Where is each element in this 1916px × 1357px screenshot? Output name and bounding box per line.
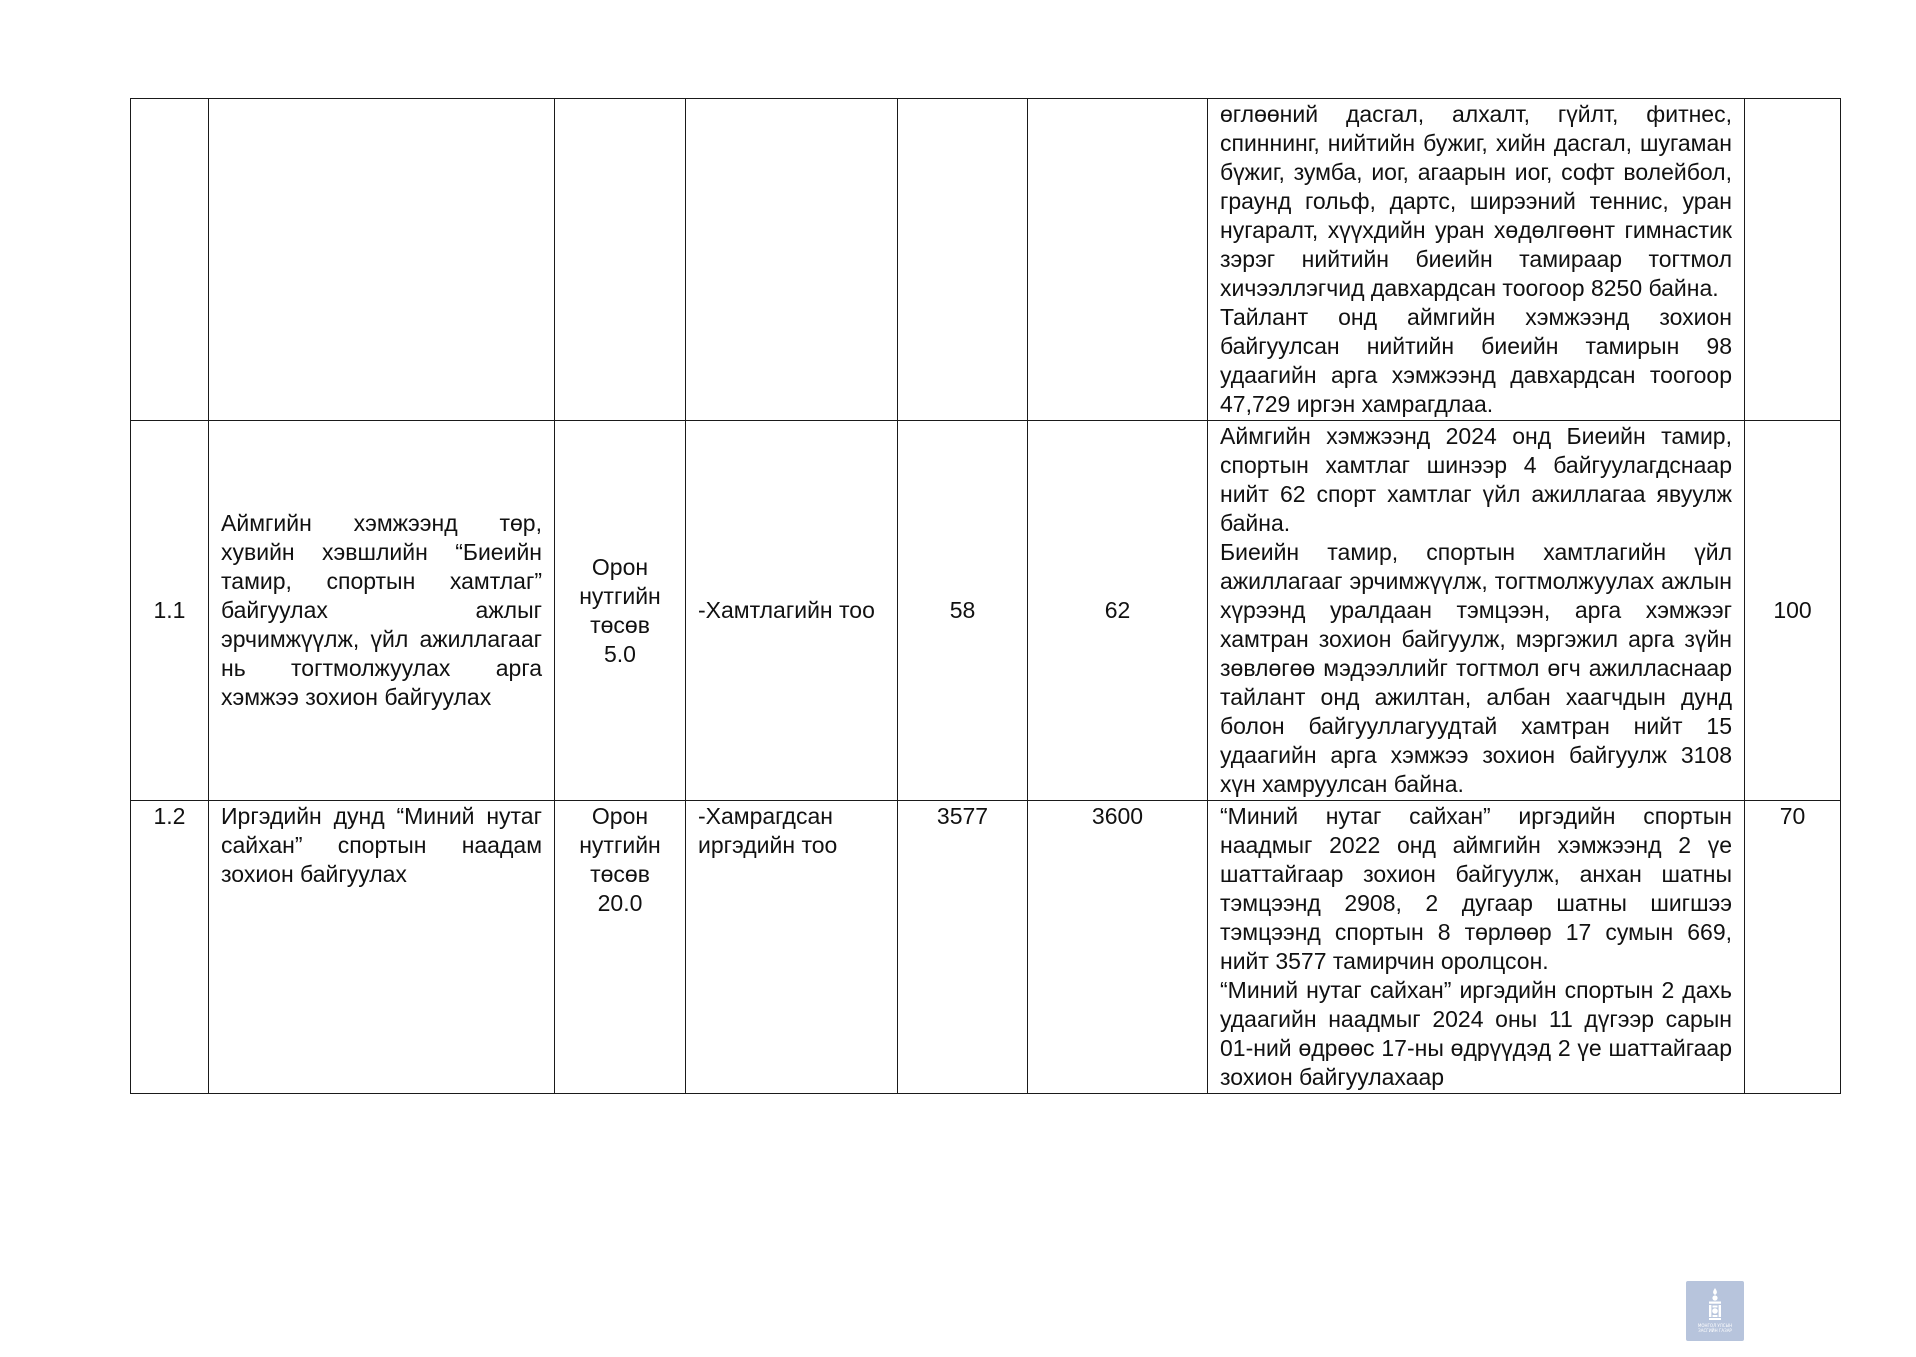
result-cell — [1208, 421, 1745, 801]
baseline-cell — [898, 99, 1028, 421]
result-paragraph: Биеийн тамир, спортын хамтлагийн үйл ажиллагааг эрчимжүүлж, тогтмолжуулах ажлын хүрээнд уралдаан тэмцээн, арга хэмжээг хамтран зохион байгуулж, мэргэжил арга зүйн зөвлөгөө мэдээллийг тогтмол өгч ажилласнаар тайлант онд ажилтан, албан хаагчдын дунд болон байгууллагуудтай хамтран нийт 15 удаагийн арга хэмжээ зохион байгуулж 3108 хүн хамруулсан байна. — [1220, 539, 1732, 797]
government-logo — [1686, 1281, 1744, 1341]
activity-cell: Аймгийн хэмжээнд төр, хувийн хэвшлийн “Биеийн тамир, спортын хамтлаг” байгуулах ажлыг эрчимжүүлж, үйл ажиллагааг нь тогтмолжуулах арга хэмжээ зохион байгуулах — [209, 421, 555, 801]
table-row — [131, 421, 1841, 801]
indicator-cell: -Хамтлагийн тоо — [686, 421, 898, 801]
result-cell — [1208, 801, 1745, 1094]
indicator-cell: -Хамрагдсан иргэдийн тоо — [686, 801, 898, 1094]
baseline-cell: 58 — [898, 421, 1028, 801]
report-table — [130, 98, 1841, 1094]
target-cell — [1028, 99, 1208, 421]
score-cell — [1745, 99, 1841, 421]
score-cell: 100 — [1745, 421, 1841, 801]
row-number-cell — [131, 99, 209, 421]
funding-cell — [555, 99, 686, 421]
target-cell: 62 — [1028, 421, 1208, 801]
result-cell — [1208, 99, 1745, 421]
result-paragraph: “Миний нутаг сайхан” иргэдийн спортын наадмыг 2022 онд аймгийн хэмжээнд 2 үе шаттайгаар зохион байгуулж, анхан шатны тэмцээнд 2908, 2 дугаар шатны шигшээ тэмцээнд спортын 8 төрлөөр 17 сумын 669, нийт 3577 тамирчин оролцсон. — [1220, 803, 1732, 974]
row-number-cell: 1.1 — [131, 421, 209, 801]
target-cell: 3600 — [1028, 801, 1208, 1094]
funding-cell: Орон нутгийн төсөв 20.0 — [555, 801, 686, 1094]
table-row — [131, 99, 1841, 421]
result-paragraph: Тайлант онд аймгийн хэмжээнд зохион байгуулсан нийтийн биеийн тамирын 98 удаагийн арга хэмжээнд давхардсан тоогоор 47,729 иргэн хамрагдлаа. — [1220, 304, 1732, 417]
indicator-cell — [686, 99, 898, 421]
baseline-cell: 3577 — [898, 801, 1028, 1094]
activity-cell: Иргэдийн дунд “Миний нутаг сайхан” спортын наадам зохион байгуулах — [209, 801, 555, 1094]
activity-cell — [209, 99, 555, 421]
funding-cell: Орон нутгийн төсөв 5.0 — [555, 421, 686, 801]
score-cell: 70 — [1745, 801, 1841, 1094]
result-paragraph: “Миний нутаг сайхан” иргэдийн спортын 2 дахь удаагийн наадмыг 2024 оны 11 дүгээр сарын 01-ний өдрөөс 17-ны өдрүүдэд 2 үе шаттайгаар зохион байгуулахаар — [1220, 977, 1732, 1090]
result-paragraph: өглөөний дасгал, алхалт, гүйлт, фитнес, спиннинг, нийтийн бужиг, хийн дасгал, шугаман бүжиг, зумба, иог, агаарын иог, софт волейбол, граунд гольф, дартс, ширээний теннис, уран нугаралт, хүүхдийн уран хөдөлгөөнт гимнастик зэрэг нийтийн биеийн тамираар тогтмол хичээллэгчид давхардсан тоогоор 8250 байна. — [1220, 101, 1732, 301]
row-number-cell: 1.2 — [131, 801, 209, 1094]
result-paragraph: Аймгийн хэмжээнд 2024 онд Биеийн тамир, спортын хамтлаг шинээр 4 байгуулагдснаар нийт 62 спорт хамтлаг үйл ажиллагаа явуулж байна. — [1220, 423, 1732, 536]
logo-text: МОНГОЛ УЛСЫН ЗАСГИЙН ГАЗАР — [1697, 1323, 1733, 1333]
soyombo-icon — [1702, 1287, 1728, 1321]
table-row — [131, 801, 1841, 1094]
